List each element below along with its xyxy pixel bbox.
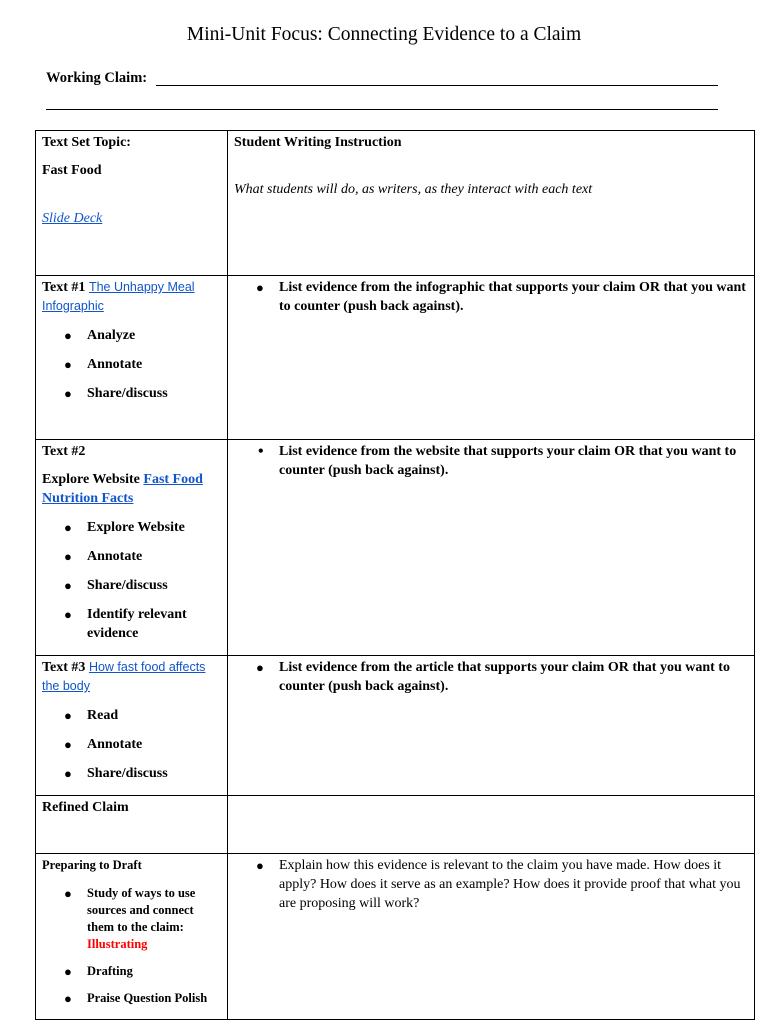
page-title: Mini-Unit Focus: Connecting Evidence to a Claim bbox=[186, 24, 582, 45]
list-item: ● Share/discuss bbox=[42, 764, 221, 783]
slide-deck-link[interactable]: Slide Deck bbox=[42, 211, 103, 226]
list-item: ● Analyze bbox=[42, 326, 221, 345]
topic-cell bbox=[36, 131, 228, 276]
text2-cell bbox=[36, 440, 228, 656]
text3-instruction-cell bbox=[228, 656, 755, 796]
list-item: ● Annotate bbox=[42, 735, 221, 754]
draft-label: Preparing to Draft bbox=[42, 858, 142, 872]
text2-label: Text #2 bbox=[42, 444, 86, 459]
table-row bbox=[36, 656, 755, 796]
unit-table bbox=[35, 130, 755, 1020]
text2-instruction-cell bbox=[228, 440, 755, 656]
list-item: ● Annotate bbox=[42, 355, 221, 374]
list-item bbox=[42, 885, 221, 953]
text3-label: Text #3 bbox=[42, 660, 86, 675]
list-item: ● Share/discuss bbox=[42, 576, 221, 595]
text1-cell bbox=[36, 276, 228, 440]
draft-instruction-cell bbox=[228, 854, 755, 1020]
topic-value: Fast Food bbox=[42, 163, 102, 178]
text1-link[interactable]: The Unhappy Meal Infographic bbox=[42, 280, 195, 313]
list-item: ● Drafting bbox=[42, 963, 221, 980]
list-item: ● Identify relevant evidence bbox=[42, 605, 221, 643]
text2-explore-prefix: Explore Website bbox=[42, 472, 140, 487]
text3-instruction: ● List evidence from the article that supports your claim OR that you want to counter (push back against). bbox=[234, 658, 748, 696]
text1-list bbox=[42, 326, 221, 403]
working-claim-label: Working Claim: bbox=[46, 70, 148, 86]
text3-cell bbox=[36, 656, 228, 796]
table-row bbox=[36, 796, 755, 854]
list-item: ● Explore Website bbox=[42, 518, 221, 537]
instruction-heading: Student Writing Instruction bbox=[234, 135, 402, 150]
refined-claim-input-cell[interactable] bbox=[228, 796, 755, 854]
topic-label: Text Set Topic: bbox=[42, 135, 131, 150]
list-item: ● Share/discuss bbox=[42, 384, 221, 403]
refined-claim-cell bbox=[36, 796, 228, 854]
draft-item-highlight: Illustrating bbox=[87, 937, 148, 951]
text2-list bbox=[42, 518, 221, 643]
instruction-header-cell bbox=[228, 131, 755, 276]
text3-list bbox=[42, 706, 221, 783]
draft-list bbox=[42, 885, 221, 1007]
working-claim-line-2[interactable] bbox=[46, 109, 718, 110]
draft-item-text: Study of ways to use sources and connect them to the claim: bbox=[87, 886, 196, 934]
table-row bbox=[36, 440, 755, 656]
list-item: ● Praise Question Polish bbox=[42, 990, 221, 1007]
instruction-subheading: What students will do, as writers, as they interact with each text bbox=[234, 182, 593, 197]
text1-instruction: ● List evidence from the infographic that supports your claim OR that you want to counter (push back against). bbox=[234, 278, 748, 316]
list-item: ● Read bbox=[42, 706, 221, 725]
draft-cell bbox=[36, 854, 228, 1020]
text1-label: Text #1 bbox=[42, 280, 86, 295]
working-claim-line[interactable] bbox=[156, 85, 718, 86]
table-row bbox=[36, 854, 755, 1020]
text2-link[interactable]: Fast Food Nutrition Facts bbox=[42, 472, 203, 506]
text3-link[interactable]: How fast food affects the body bbox=[42, 660, 206, 693]
refined-claim-label: Refined Claim bbox=[42, 800, 129, 815]
list-item: ● Annotate bbox=[42, 547, 221, 566]
table-row bbox=[36, 131, 755, 276]
text2-instruction: • List evidence from the website that supports your claim OR that you want to counter (push back against). bbox=[234, 442, 748, 480]
text1-instruction-cell bbox=[228, 276, 755, 440]
draft-instruction: ● Explain how this evidence is relevant to the claim you have made. How does it apply? How does it serve as an example? How does it provide proof that what you are proposing will work? bbox=[234, 856, 748, 913]
table-row bbox=[36, 276, 755, 440]
